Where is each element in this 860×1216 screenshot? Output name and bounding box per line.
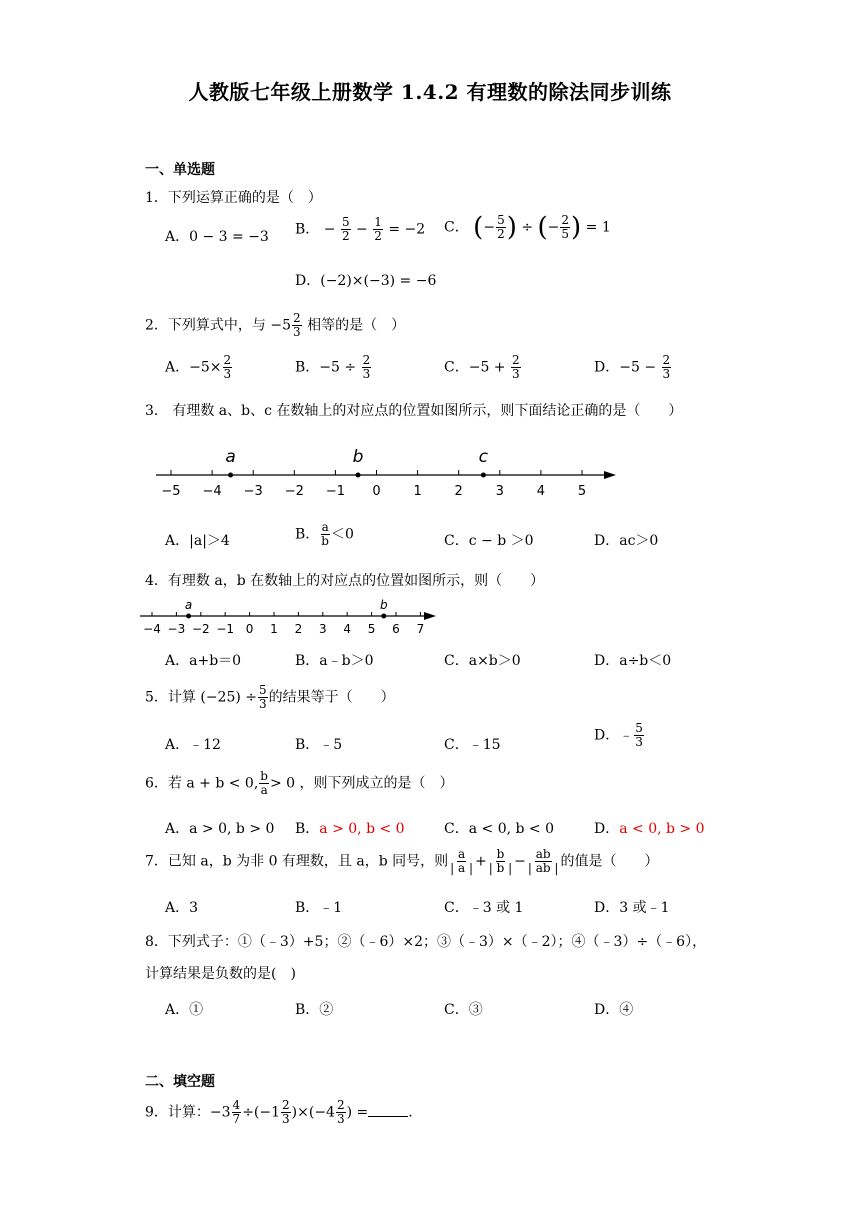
q8-option-a: [165, 999, 203, 1019]
point-b: [356, 473, 361, 478]
option-label: D．: [594, 900, 620, 916]
stem-part: > 0 ，则下列成立的是（ ）: [269, 775, 454, 792]
expr-part: −: [356, 221, 368, 238]
point-c: [481, 473, 486, 478]
expr-part: ＜0: [330, 526, 354, 543]
option-label: B．: [295, 737, 320, 753]
option-label: D．: [594, 359, 620, 376]
q6-option-a: [165, 818, 274, 838]
fraction: $\frac{4}{7}$: [232, 1098, 241, 1127]
q1-option-a: [165, 226, 269, 246]
option-label: B．: [295, 526, 320, 543]
q1-option-c: C． (− $\frac{5}{2}$ ) ÷ (− $\frac{2}{5}$ ) = 1: [444, 212, 611, 243]
stem-part: +: [475, 853, 487, 870]
q8-option-c: [444, 999, 483, 1019]
q5-option-b: [295, 734, 342, 754]
tick-label: 0: [245, 622, 254, 636]
expr-part: = 1: [585, 219, 611, 236]
expr-part: ﹣: [619, 727, 634, 744]
question-3-stem: 3． 有理数 a、b、c 在数轴上的对应点的位置如图所示，则下面结论正确的是（ ）: [145, 403, 683, 419]
tick-label: 7: [416, 622, 425, 636]
q2-option-d: [594, 354, 672, 381]
tick-label: 4: [536, 484, 546, 499]
q1-option-d: [295, 270, 436, 290]
option-label: A．: [165, 653, 190, 669]
option-label: C．: [444, 219, 469, 236]
option-label: C．: [444, 900, 469, 916]
option-label: C．: [444, 359, 469, 376]
point-label-b: b: [352, 447, 364, 467]
tick-label: 3: [318, 622, 327, 636]
option-expr: ①: [189, 1002, 204, 1018]
q7-option-a: [165, 897, 198, 917]
tick-label: −3: [243, 484, 263, 499]
stem-part: ÷(−1: [242, 1104, 281, 1121]
point-label-c: c: [478, 447, 489, 467]
option-expr: 3: [189, 900, 199, 916]
q7-option-d: [594, 897, 670, 917]
point-label-a: a: [184, 598, 193, 612]
q2-option-a: [165, 354, 233, 381]
q3-option-a: [165, 530, 230, 550]
fraction: $\frac{5}{2}$: [497, 213, 505, 242]
fraction: $\frac{2}{3}$: [512, 353, 520, 382]
expr-part: ÷: [521, 219, 534, 236]
tick-label: 6: [392, 622, 400, 636]
fraction: $\frac{a}{| a |}$: [450, 847, 474, 876]
tick-label: 3: [495, 484, 504, 499]
option-expr: ④: [619, 1002, 634, 1018]
fraction: $\frac{2}{3}$: [293, 311, 301, 340]
option-expr: ﹣12: [189, 737, 221, 753]
option-expr: (−2)×(−3) = −6: [320, 273, 437, 289]
expr-part: = −2: [388, 221, 426, 238]
option-label: B．: [295, 653, 320, 669]
question-6-stem: [145, 770, 454, 797]
expr-part: −5 ÷: [319, 359, 361, 376]
q4-option-d: [594, 650, 671, 670]
q2-option-c: [444, 354, 522, 381]
option-label: C．: [444, 821, 469, 837]
expr-part: −5×: [189, 359, 222, 376]
fraction: $\frac{a}{b}$: [321, 520, 329, 549]
question-2-stem: [145, 312, 405, 339]
tick-label: −4: [143, 622, 161, 636]
option-expr: ac＞0: [619, 533, 659, 549]
point-a: [228, 473, 233, 478]
tick-label: −1: [216, 622, 235, 636]
question-8-stem-line-1: 8．下列式子：①（﹣3）+5；②（﹣6）×2；③（﹣3）×（﹣2）；④（﹣3）÷（﹣6），: [145, 934, 707, 950]
fraction: $\frac{2}{3}$: [282, 1098, 290, 1127]
option-expr: a < 0, b < 0: [468, 821, 555, 837]
option-label: C．: [444, 737, 469, 753]
option-expr: ﹣1: [319, 900, 343, 916]
stem-part: 2．下列算式中，与 −5: [145, 317, 291, 334]
q4-option-b: [295, 650, 374, 670]
expr-part: −5 +: [468, 359, 510, 376]
option-expr: a﹣b＞0: [319, 653, 374, 669]
tick-label: −3: [167, 622, 186, 636]
option-label: D．: [594, 653, 620, 669]
option-label: C．: [444, 533, 469, 549]
q4-option-a: [165, 650, 241, 670]
q4-option-c: [444, 650, 521, 670]
question-4-stem: 4．有理数 a，b 在数轴上的对应点的位置如图所示，则（ ）: [145, 573, 545, 589]
option-expr: c − b ＞0: [468, 533, 534, 549]
tick-label: −5: [161, 484, 181, 499]
point-a: [186, 614, 191, 619]
option-expr-highlighted: a > 0, b < 0: [319, 821, 405, 837]
stem-part: .: [408, 1104, 413, 1121]
option-expr: a > 0, b > 0: [189, 821, 275, 837]
q5-option-d: [594, 722, 645, 749]
option-label: C．: [444, 1002, 469, 1018]
fraction: $\frac{b}{| b |}$: [488, 847, 513, 876]
option-label: A．: [165, 821, 190, 837]
stem-part: 5．计算 (−25) ÷: [145, 689, 258, 706]
option-label: A．: [165, 900, 190, 916]
tick-label: 4: [343, 622, 352, 636]
tick-label: 5: [577, 484, 587, 499]
number-line-q4: [140, 596, 440, 638]
option-label: D．: [594, 1002, 620, 1018]
option-label: C．: [444, 653, 469, 669]
option-expr: ③: [468, 1002, 483, 1018]
q3-option-d: [594, 530, 658, 550]
question-9-stem: [145, 1099, 413, 1126]
axis-arrow: [604, 471, 616, 479]
tick-label: −2: [284, 484, 304, 499]
option-label: A．: [165, 229, 190, 245]
section-heading-single-choice: 一、单选题: [145, 162, 215, 178]
stem-part: 的结果等于（ ）: [268, 689, 395, 706]
q3-option-b: [295, 521, 354, 548]
q5-option-a: [165, 734, 221, 754]
q7-option-b: [295, 897, 342, 917]
tick-label: −2: [191, 622, 210, 636]
option-label: B．: [295, 359, 320, 376]
stem-part: 6．若 a + b < 0,: [145, 775, 259, 792]
fraction: $\frac{5}{3}$: [259, 683, 267, 712]
point-label-b: b: [379, 598, 388, 612]
fraction: $\frac{2}{5}$: [561, 213, 570, 242]
option-expr-highlighted: a < 0, b > 0: [619, 821, 705, 837]
option-expr: 3 或﹣1: [619, 900, 670, 916]
option-expr: ﹣15: [468, 737, 501, 753]
question-7-stem: [145, 848, 658, 875]
option-expr: a÷b＜0: [619, 653, 672, 669]
fraction: $\frac{b}{a}$: [260, 769, 268, 798]
option-label: A．: [165, 1002, 190, 1018]
question-5-stem: [145, 684, 395, 711]
axis-arrow: [424, 612, 436, 620]
option-label: B．: [295, 900, 320, 916]
question-1-stem: 1．下列运算正确的是（ ）: [145, 190, 322, 206]
number-line-q3: [150, 440, 620, 500]
q8-option-d: [594, 999, 633, 1019]
point-b: [381, 614, 386, 619]
point-label-a: a: [225, 447, 236, 467]
option-label: B．: [295, 221, 320, 238]
page-title: 人教版七年级上册数学 1.4.2 有理数的除法同步训练: [188, 80, 672, 104]
option-label: D．: [594, 821, 620, 837]
fraction: $\frac{5}{3}$: [635, 721, 643, 750]
q8-option-b: [295, 999, 333, 1019]
tick-label: 0: [372, 484, 381, 499]
q1-option-b: [295, 216, 425, 243]
q6-option-d: [594, 818, 705, 838]
stem-part: −: [514, 853, 526, 870]
tick-label: 2: [294, 622, 303, 636]
option-label: A．: [165, 737, 190, 753]
option-expr: ﹣5: [319, 737, 343, 753]
fraction: $\frac{5}{2}$: [341, 215, 350, 244]
option-label: D．: [295, 273, 321, 289]
option-expr: a×b＞0: [468, 653, 521, 669]
section-heading-fill-in: 二、填空题: [145, 1074, 215, 1090]
option-label: B．: [295, 821, 320, 837]
q5-option-c: [444, 734, 501, 754]
stem-part: 7．已知 a，b 为非 0 有理数，且 a，b 同号，则: [145, 853, 449, 870]
stem-part: ) =: [346, 1104, 369, 1121]
tick-label: 2: [454, 484, 463, 499]
option-label: A．: [165, 359, 190, 376]
option-label: A．: [165, 533, 190, 549]
q2-option-b: [295, 354, 372, 381]
question-8-stem-line-2: 计算结果是负数的是( ): [145, 966, 296, 982]
option-expr: |a|＞4: [189, 533, 230, 549]
q7-option-c: [444, 897, 523, 917]
stem-part: 相等的是（ ）: [302, 317, 406, 334]
tick-label: −4: [202, 484, 222, 499]
tick-label: 1: [413, 484, 422, 499]
option-expr: a+b＝0: [189, 653, 242, 669]
fraction: $\frac{2}{3}$: [362, 353, 371, 382]
option-label: D．: [594, 533, 620, 549]
option-expr: 0 − 3 = −3: [189, 229, 269, 245]
tick-label: 5: [367, 622, 376, 636]
q6-option-c: [444, 818, 554, 838]
fraction: $\frac{2}{3}$: [223, 353, 232, 382]
option-label: B．: [295, 1002, 320, 1018]
fraction: $\frac{2}{3}$: [336, 1098, 345, 1127]
tick-label: −1: [325, 484, 345, 499]
fraction: $\frac{2}{3}$: [662, 353, 671, 382]
expr-part: −5 −: [619, 359, 661, 376]
fraction: $\frac{1}{2}$: [374, 215, 382, 244]
q3-option-c: [444, 530, 534, 550]
option-expr: ﹣3 或 1: [468, 900, 524, 916]
stem-part: )×(−4: [291, 1104, 335, 1121]
option-label: D．: [594, 727, 620, 744]
q6-option-b: [295, 818, 405, 838]
expr-part: −: [323, 221, 336, 238]
stem-part: 9．计算：−3: [145, 1104, 231, 1121]
option-expr: ②: [319, 1002, 334, 1018]
tick-label: 1: [270, 622, 278, 636]
fraction: $\frac{ab}{| ab |}$: [527, 847, 559, 876]
answer-blank[interactable]: [368, 1104, 408, 1117]
stem-part: 的值是（ ）: [560, 853, 659, 870]
